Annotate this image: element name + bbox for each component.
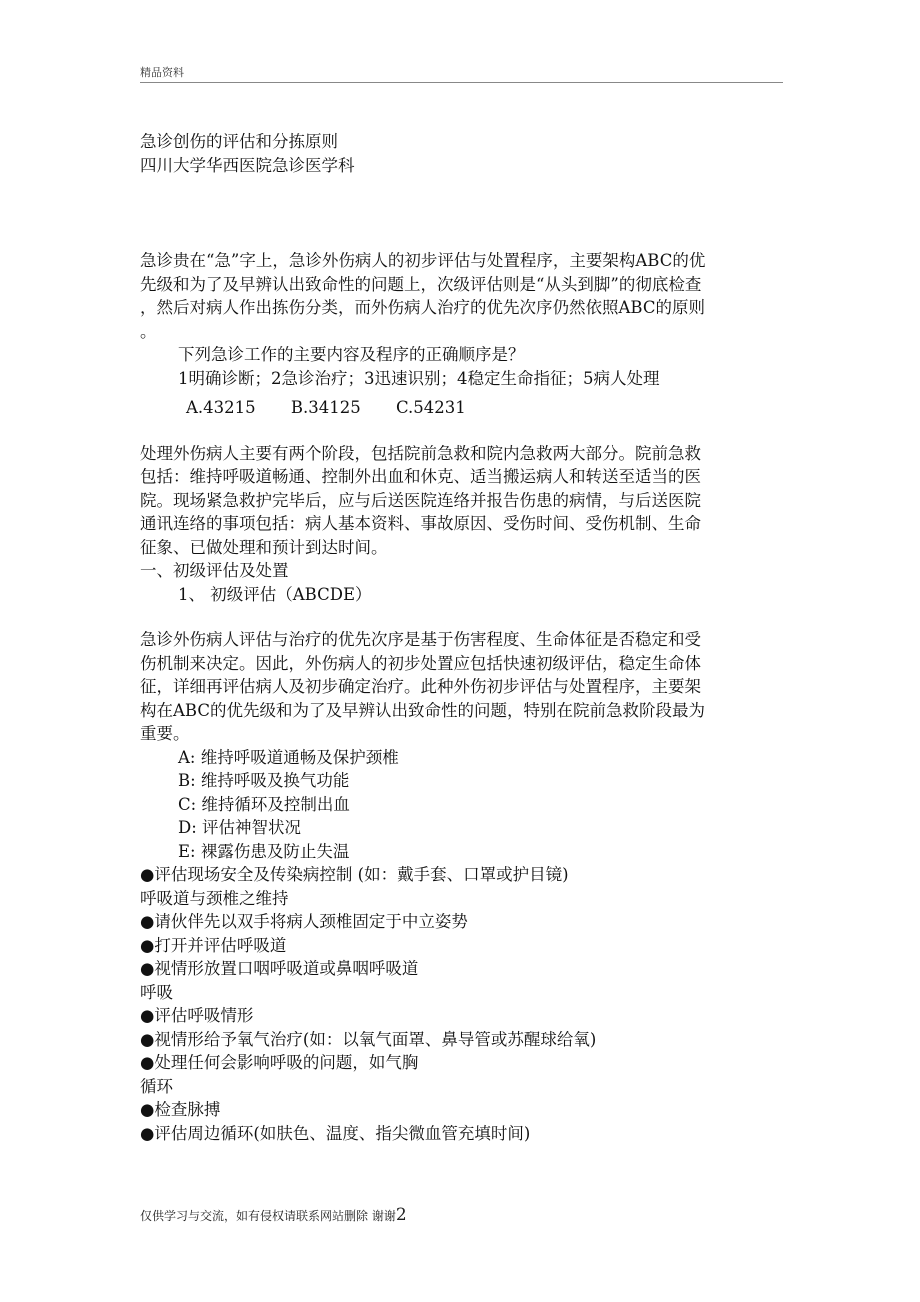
abcde-item: E: 裸露伤患及防止失温 — [178, 841, 350, 861]
checklist-item: ●处理任何会影响呼吸的问题，如气胸 — [140, 1053, 419, 1072]
sub-heading: 1、 初级评估（ABCDE） — [178, 584, 372, 604]
checklist-item: ●视情形给予氧气治疗(如：以氧气面罩、鼻导管或苏醒球给氧) — [140, 1029, 597, 1049]
abcde-item: C: 维持循环及控制出血 — [178, 794, 350, 814]
quiz-option-b: B.34125 — [290, 398, 361, 417]
checklist-item: ●请伙伴先以双手将病人颈椎固定于中立姿势 — [140, 912, 468, 931]
paragraph-line: 急诊贵在“急”字上，急诊外伤病人的初步评估与处置程序，主要架构ABC的优 — [140, 251, 706, 270]
paragraph-line: 征，详细再评估病人及初步确定治疗。此种外伤初步评估与处置程序，主要架 — [140, 677, 701, 696]
stages-paragraph — [140, 442, 780, 560]
paragraph-line: 通讯连络的事项包括：病人基本资料、事故原因、受伤时间、受伤机制、生命 — [140, 514, 701, 533]
paragraph-line: ，然后对病人作出拣伤分类，而外伤病人治疗的优先次序仍然依照ABC的原则 — [140, 298, 705, 317]
document-body — [140, 130, 780, 1145]
checklist-heading: 呼吸 — [140, 982, 173, 1002]
paragraph-line: 院。现场紧急救护完毕后，应与后送医院连络并报告伤患的病情，与后送医院 — [140, 490, 701, 510]
paragraph-line: 构在ABC的优先级和为了及早辨认出致命性的问题，特别在院前急救阶段最为 — [140, 700, 705, 720]
paragraph-line: 征象、已做处理和预计到达时间。 — [140, 537, 388, 557]
checklist-heading: 呼吸道与颈椎之维持 — [140, 888, 289, 908]
intro-paragraph — [140, 249, 780, 343]
checklist-item: ●评估周边循环(如肤色、温度、指尖微血管充填时间) — [140, 1123, 531, 1143]
checklist-item: ●打开并评估呼吸道 — [140, 935, 287, 955]
checklist-heading: 循环 — [140, 1076, 173, 1096]
document-subtitle: 四川大学华西医院急诊医学科 — [140, 155, 355, 175]
paragraph-line: 包括：维持呼吸道畅通、控制外出血和休克、适当搬运病人和转送至适当的医 — [140, 467, 701, 486]
paragraph-line: 伤机制来决定。因此，外伤病人的初步处置应包括快速初级评估，稳定生命体 — [140, 653, 701, 673]
paragraph-line: 急诊外伤病人评估与治疗的优先次序是基于伤害程度、生命体征是否稳定和受 — [140, 630, 701, 649]
header-divider — [140, 82, 783, 83]
footer-text: 仅供学习与交流，如有侵权请联系网站删除 谢谢 — [140, 1209, 396, 1223]
checklist-item: ●视情形放置口咽呼吸道或鼻咽呼吸道 — [140, 959, 419, 978]
quiz-option-c: C.54231 — [396, 398, 466, 417]
paragraph-line: 处理外伤病人主要有两个阶段，包括院前急救和院内急救两大部分。院前急救 — [140, 443, 701, 463]
footer-note — [140, 1205, 407, 1225]
abcde-item: B: 维持呼吸及换气功能 — [178, 771, 350, 790]
priority-paragraph — [140, 628, 780, 746]
checklist — [140, 863, 780, 1145]
abcde-item: A: 维持呼吸道通畅及保护颈椎 — [178, 747, 399, 767]
checklist-item: ●评估现场安全及传染病控制 (如：戴手套、口罩或护目镜) — [140, 865, 569, 884]
quiz-question: 下列急诊工作的主要内容及程序的正确顺序是？ — [178, 345, 525, 364]
quiz-options — [140, 396, 780, 420]
checklist-item: ●评估呼吸情形 — [140, 1006, 254, 1025]
paragraph-line: 重要。 — [140, 724, 190, 743]
section-heading: 一、初级评估及处置 — [140, 561, 289, 580]
abcde-item: D: 评估神智状况 — [178, 818, 302, 837]
paragraph-line: 。 — [140, 321, 157, 341]
page-number: 2 — [395, 1205, 407, 1225]
document-title: 急诊创伤的评估和分拣原则 — [140, 132, 338, 151]
abcde-list — [140, 746, 780, 864]
checklist-item: ●检查脉搏 — [140, 1100, 221, 1119]
quiz-option-a: A.43215 — [186, 398, 256, 417]
paragraph-line: 先级和为了及早辨认出致命性的问题上，次级评估则是“从头到脚”的彻底检查 — [140, 274, 702, 294]
header-label: 精品资料 — [140, 66, 184, 79]
quiz-items: 1明确诊断；2急诊治疗；3迅速识别；4稳定生命指征；5病人处理 — [178, 368, 660, 388]
